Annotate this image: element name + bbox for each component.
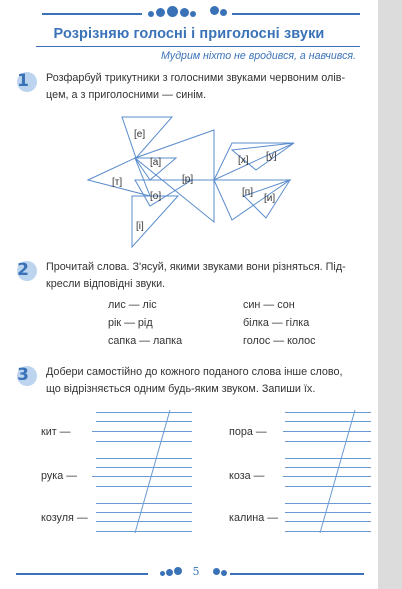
word-pair[interactable]: лис — ліс <box>108 299 157 311</box>
page-number: 5 <box>192 565 200 578</box>
sound-label: [о] <box>150 191 162 202</box>
task-1-text <box>46 70 366 104</box>
sound-label: [т] <box>112 177 123 188</box>
page-edge <box>378 0 402 589</box>
task-3-text <box>46 364 366 398</box>
title-underline <box>36 46 360 47</box>
prompt-word: кит — <box>41 426 71 438</box>
prompt-word: коза — <box>229 470 265 482</box>
task-3-line-2: що відрізняється одним будь-яким звуком. Запиши їх. <box>46 383 316 395</box>
footer-rule-left <box>16 573 148 575</box>
sound-label: [а] <box>150 157 162 168</box>
slant-guides <box>0 405 378 545</box>
triangle-fish-figure <box>0 108 378 258</box>
task-number: 2 <box>17 260 29 280</box>
word-pair[interactable]: сапка — лапка <box>108 335 183 347</box>
task-2-line-1: Прочитай слова. З'ясуй, якими звуками вони різняться. Під- <box>46 261 346 273</box>
task-3-line-1: Добери самостійно до кожного поданого слова інше слово, <box>46 366 343 378</box>
task-number: 3 <box>17 365 29 385</box>
task-2-text <box>46 259 366 293</box>
task-number: 1 <box>17 71 29 91</box>
word-pair[interactable]: білка — гілка <box>243 317 310 329</box>
triangle-kh[interactable] <box>214 143 294 180</box>
header-rule-right <box>232 13 360 15</box>
word-pair[interactable]: син — сон <box>243 299 295 311</box>
sound-label: [п] <box>242 187 253 198</box>
word-pair[interactable]: рік — рід <box>108 317 153 329</box>
prompt-word: козуля — <box>41 512 88 524</box>
triangle-p[interactable] <box>214 180 290 220</box>
prompt-word: пора — <box>229 426 267 438</box>
sound-label: [и] <box>264 193 276 204</box>
triangle-e[interactable] <box>122 117 172 158</box>
proverb: Мудрим ніхто не вродився, а навчився. <box>160 50 356 62</box>
prompt-word: рука — <box>41 470 78 482</box>
sound-label: [е] <box>134 129 146 140</box>
prompt-word: калина — <box>229 512 279 524</box>
footer-rule-right <box>230 573 364 575</box>
sound-label: [х] <box>238 155 249 166</box>
sound-label: [і] <box>136 221 144 232</box>
task-2-line-2: кресли відповідні звуки. <box>46 278 166 290</box>
sound-label: [у] <box>266 151 277 162</box>
header-rule-left <box>42 13 142 15</box>
task-1-line-1: Розфарбуй трикутники з голосними звуками червоним олів- <box>46 72 346 84</box>
page-title: Розрізняю голосні і приголосні звуки <box>53 26 325 42</box>
task-1-line-2: цем, а з приголосними — синім. <box>46 89 207 101</box>
sound-label: [р] <box>182 174 194 185</box>
word-pair[interactable]: голос — колос <box>243 335 316 347</box>
